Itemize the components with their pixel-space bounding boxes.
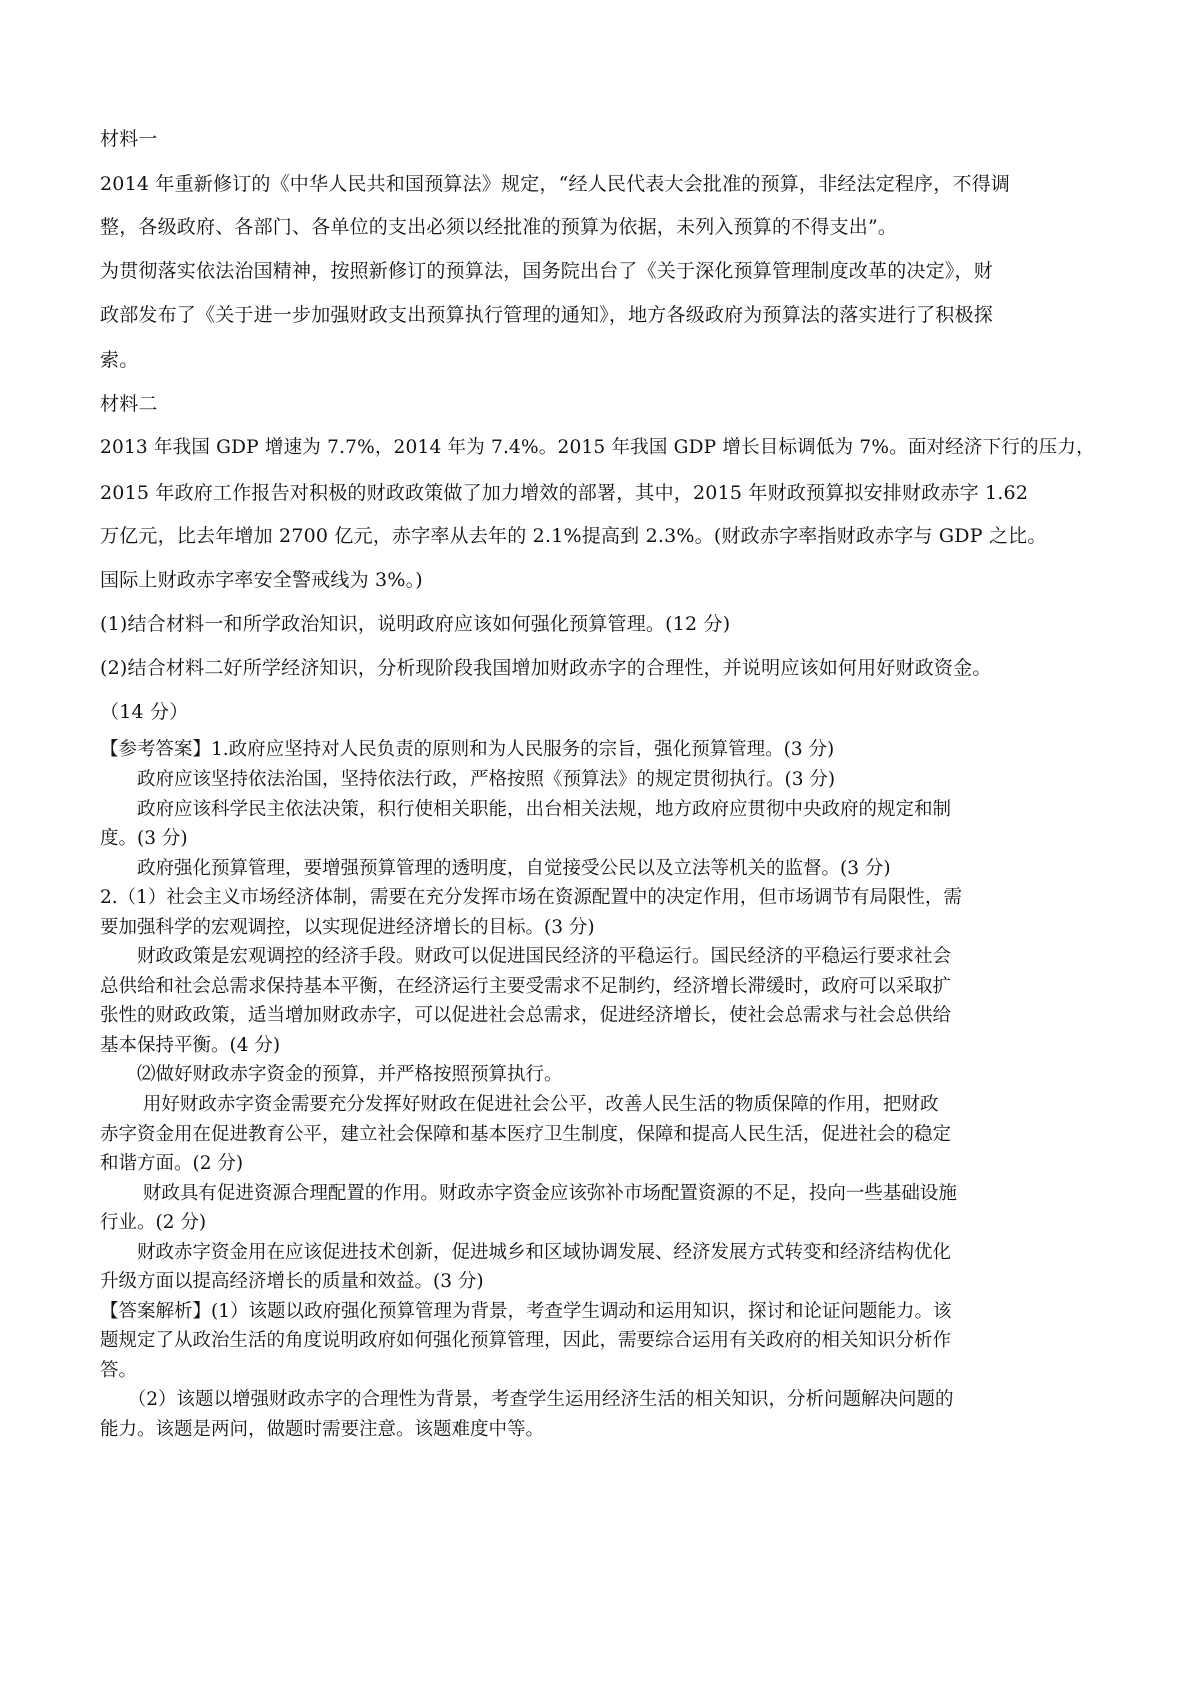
material-2-line: 国际上财政赤字率安全警戒线为 3%。)	[100, 569, 423, 591]
material-1-line: 整，各级政府、各部门、各单位的支出必须以经批准的预算为依据，未列入预算的不得支出”。	[100, 216, 898, 238]
answer-line: 赤字资金用在促进教育公平，建立社会保障和基本医疗卫生制度，保障和提高人民生活，促进社会的稳定	[100, 1124, 952, 1145]
answer-line: 行业。(2 分)	[100, 1212, 207, 1233]
answer-line: 张性的财政政策，适当增加财政赤字，可以促进社会总需求，促进经济增长，使社会总需求与社会总供给	[100, 1005, 952, 1026]
answer-line: 用好财政赤字资金需要充分发挥好财政在促进社会公平，改善人民生活的物质保障的作用，把财政	[100, 1094, 939, 1115]
material-1-line: 索。	[100, 349, 139, 371]
answer-line: 能力。该题是两问，做题时需要注意。该题难度中等。	[100, 1419, 545, 1440]
answer-line: 财政具有促进资源合理配置的作用。财政赤字资金应该弥补市场配置资源的不足，投向一些基础设施	[100, 1183, 957, 1204]
answer-line: 度。(3 分)	[100, 828, 188, 849]
question-2-score: （14 分）	[100, 701, 189, 723]
answer-line: 答。	[100, 1360, 138, 1381]
answer-line: 基本保持平衡。(4 分)	[100, 1035, 281, 1056]
material-2-line: 2013 年我国 GDP 增速为 7.7%，2014 年为 7.4%。2015 年我国 GDP 增长目标调低为 7%。面对经济下行的压力，	[100, 437, 1095, 458]
answer-line: 2.（1）社会主义市场经济体制，需要在充分发挥市场在资源配置中的决定作用，但市场调节有局限性，需	[100, 887, 962, 908]
answer-line: 题规定了从政治生活的角度说明政府如何强化预算管理，因此，需要综合运用有关政府的相关知识分析作	[100, 1330, 952, 1351]
question-2: (2)结合材料二好所学经济知识，分析现阶段我国增加财政赤字的合理性，并说明应该如何用好财政资金。	[100, 657, 992, 679]
answer-line: 【参考答案】1.政府应坚持对人民负责的原则和为人民服务的宗旨，强化预算管理。(3 分)	[100, 739, 835, 760]
material-1-line: 为贯彻落实依法治国精神，按照新修订的预算法，国务院出台了《关于深化预算管理制度改革的决定》，财	[100, 260, 993, 282]
answer-line: 要加强科学的宏观调控，以实现促进经济增长的目标。(3 分)	[100, 917, 595, 938]
material-2-line: 万亿元，比去年增加 2700 亿元，赤字率从去年的 2.1%提高到 2.3%。(财政赤字率指财政赤字与 GDP 之比。	[100, 525, 1047, 547]
material-2-line: 2015 年政府工作报告对积极的财政政策做了加力增效的部署，其中，2015 年财政预算拟安排财政赤字 1.62	[100, 482, 1029, 504]
answer-line: （2）该题以增强财政赤字的合理性为背景，考查学生运用经济生活的相关知识，分析问题解决问题的	[100, 1389, 954, 1410]
answer-line: ⑵做好财政赤字资金的预算，并严格按照预算执行。	[100, 1064, 563, 1085]
answer-line: 财政政策是宏观调控的经济手段。财政可以促进国民经济的平稳运行。国民经济的平稳运行要求社会	[100, 946, 952, 967]
material-1-line: 2014 年重新修订的《中华人民共和国预算法》规定，“经人民代表大会批准的预算，非经法定程序，不得调	[100, 173, 1011, 195]
answer-line: 和谐方面。(2 分)	[100, 1153, 244, 1174]
answer-line: 总供给和社会总需求保持基本平衡，在经济运行主要受需求不足制约，经济增长滞缓时，政府可以采取扩	[100, 976, 952, 997]
material-1-heading: 材料一	[100, 128, 158, 150]
material-1-line: 政部发布了《关于进一步加强财政支出预算执行管理的通知》，地方各级政府为预算法的落实进行了积极探	[100, 304, 993, 326]
answer-line: 升级方面以提高经济增长的质量和效益。(3 分)	[100, 1271, 484, 1292]
answer-line: 政府应该坚持依法治国，坚持依法行政，严格按照《预算法》的规定贯彻执行。(3 分)	[100, 769, 836, 790]
answer-line: 财政赤字资金用在应该促进技术创新，促进城乡和区域协调发展、经济发展方式转变和经济结构优化	[100, 1242, 952, 1263]
question-1: (1)结合材料一和所学政治知识，说明政府应该如何强化预算管理。(12 分)	[100, 613, 731, 635]
document-page	[100, 0, 1100, 1698]
material-2-heading: 材料二	[100, 393, 158, 415]
answer-line: 政府应该科学民主依法决策，积行使相关职能，出台相关法规，地方政府应贯彻中央政府的规定和制	[100, 799, 952, 820]
answer-line: 【答案解析】(1）该题以政府强化预算管理为背景，考查学生调动和运用知识，探讨和论证问题能力。该	[100, 1301, 952, 1322]
answer-line: 政府强化预算管理，要增强预算管理的透明度，自觉接受公民以及立法等机关的监督。(3 分)	[100, 858, 891, 879]
